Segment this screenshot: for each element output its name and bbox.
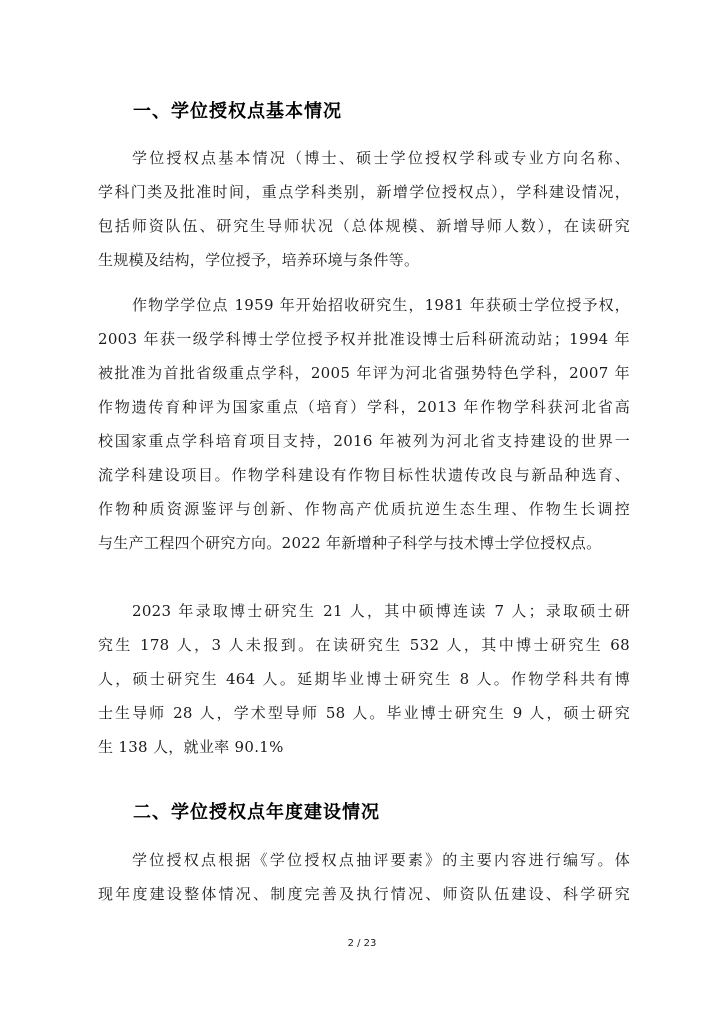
paragraph-line: 人，硕士研究生 464 人。延期毕业博士研究生 8 人。作物学科共有博 bbox=[98, 670, 630, 688]
paragraph-2 bbox=[98, 288, 630, 560]
paragraph-line: 士生导师 28 人，学术型导师 58 人。毕业博士研究生 9 人，硕士研究 bbox=[98, 704, 630, 722]
paragraph-line: 作物种质资源鉴评与创新、作物高产优质抗逆生态生理、作物生长调控 bbox=[98, 500, 630, 518]
paragraph-line: 与生产工程四个研究方向。2022 年新增种子科学与技术博士学位授权点。 bbox=[98, 534, 602, 552]
paragraph-line: 2003 年获一级学科博士学位授予权并批准设博士后科研流动站；1994 年 bbox=[98, 330, 630, 348]
paragraph-1 bbox=[98, 141, 630, 277]
paragraph-line: 现年度建设整体情况、制度完善及执行情况、师资队伍建设、科学研究 bbox=[98, 885, 630, 903]
section-heading-2: 二、学位授权点年度建设情况 bbox=[133, 802, 380, 823]
paragraph-3 bbox=[98, 594, 630, 764]
page-number: 2 / 23 bbox=[347, 938, 377, 949]
paragraph-line: 包括师资队伍、研究生导师状况（总体规模、新增导师人数），在读研究 bbox=[98, 217, 630, 235]
paragraph-4 bbox=[98, 843, 630, 911]
paragraph-line: 究生 178 人，3 人未报到。在读研究生 532 人，其中博士研究生 68 bbox=[98, 636, 630, 654]
paragraph-line: 学位授权点根据《学位授权点抽评要素》的主要内容进行编写。体 bbox=[132, 851, 630, 869]
section-heading-1: 一、学位授权点基本情况 bbox=[133, 101, 342, 122]
paragraph-line: 流学科建设项目。作物学科建设有作物目标性状遗传改良与新品种选育、 bbox=[98, 466, 630, 484]
paragraph-line: 校国家重点学科培育项目支持，2016 年被列为河北省支持建设的世界一 bbox=[98, 432, 630, 450]
paragraph-line: 作物学学位点 1959 年开始招收研究生，1981 年获硕士学位授予权， bbox=[132, 296, 630, 314]
paragraph-line: 学科门类及批准时间，重点学科类别，新增学位授权点），学科建设情况， bbox=[98, 183, 630, 201]
paragraph-line: 被批准为首批省级重点学科，2005 年评为河北省强势特色学科，2007 年 bbox=[98, 364, 630, 382]
paragraph-line: 生规模及结构，学位授予，培养环境与条件等。 bbox=[98, 251, 420, 269]
paragraph-line: 2023 年录取博士研究生 21 人，其中硕博连读 7 人；录取硕士研 bbox=[132, 602, 630, 620]
paragraph-line: 生 138 人，就业率 90.1% bbox=[98, 738, 284, 756]
paragraph-line: 学位授权点基本情况（博士、硕士学位授权学科或专业方向名称、 bbox=[132, 149, 630, 167]
paragraph-line: 作物遗传育种评为国家重点（培育）学科，2013 年作物学科获河北省高 bbox=[98, 398, 630, 416]
